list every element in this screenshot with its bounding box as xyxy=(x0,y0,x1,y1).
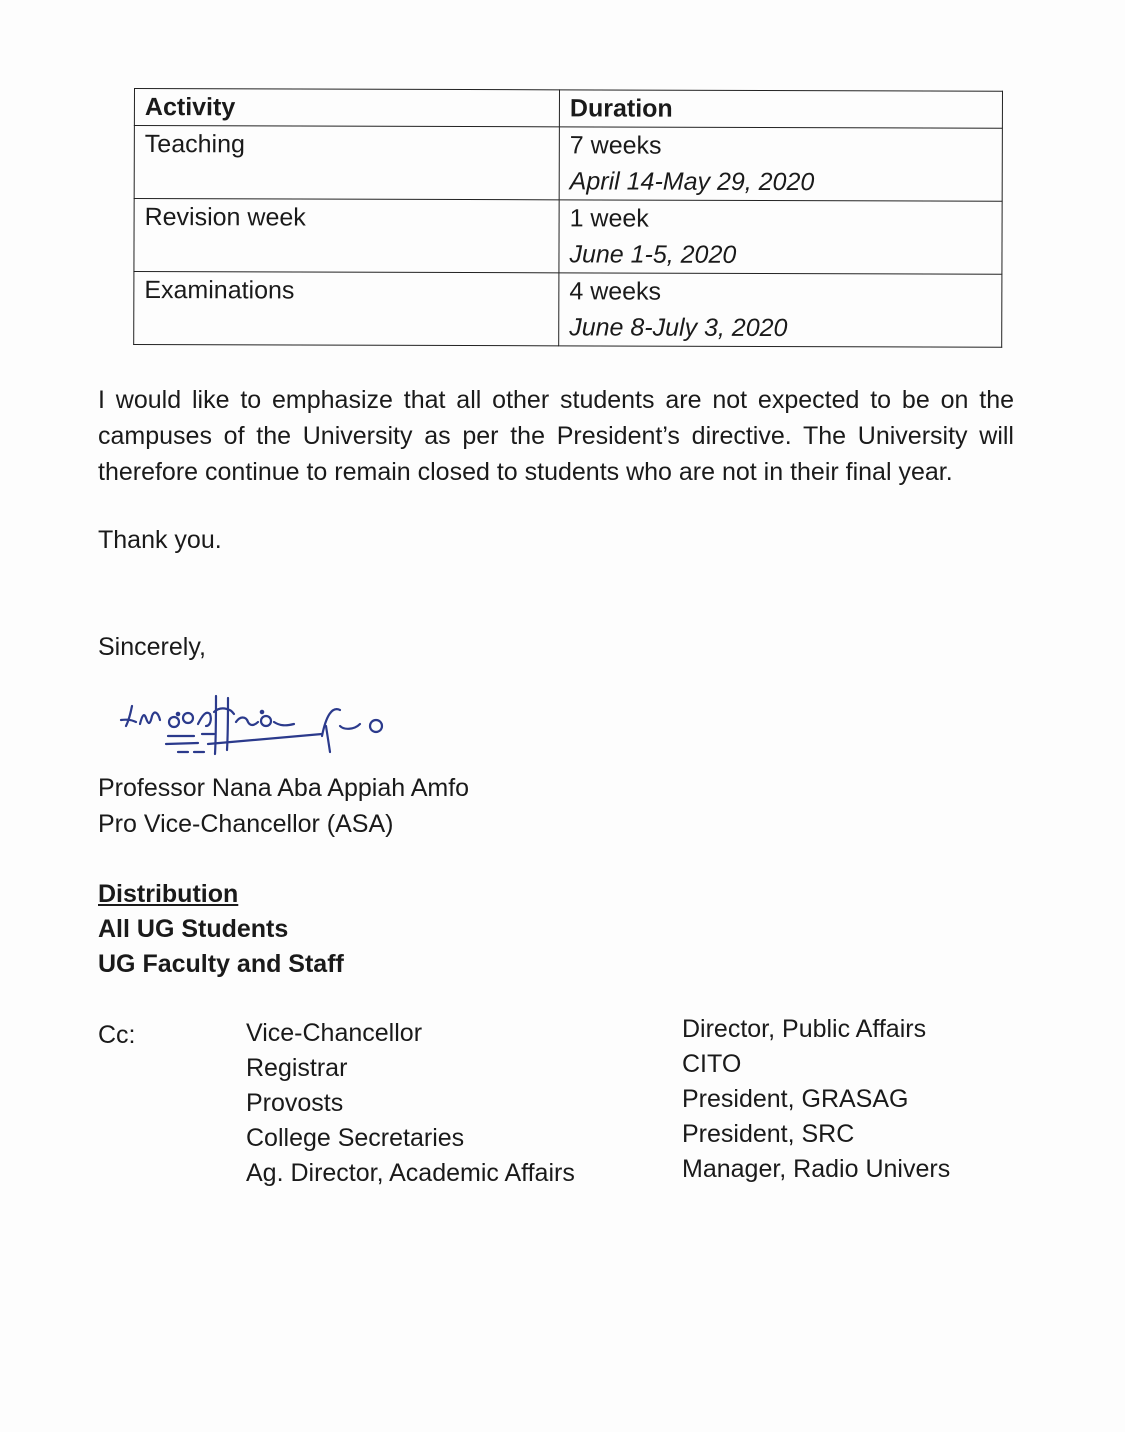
cc-recipient: College Secretaries xyxy=(246,1124,465,1152)
activity-cell: Revision week xyxy=(134,199,559,273)
cc-recipient: Director, Public Affairs xyxy=(682,1015,927,1043)
cc-recipient: Ag. Director, Academic Affairs xyxy=(246,1159,575,1187)
duration-cell xyxy=(559,200,1002,274)
duration-length: 1 week xyxy=(569,204,649,233)
distribution-item: UG Faculty and Staff xyxy=(98,950,344,978)
signer-title: Pro Vice-Chancellor (ASA) xyxy=(98,810,394,838)
table-row xyxy=(134,272,1002,348)
activity-cell: Examinations xyxy=(134,272,559,346)
distribution-item: All UG Students xyxy=(98,915,289,943)
cc-recipient: President, SRC xyxy=(682,1120,855,1148)
cc-label: Cc: xyxy=(98,1021,136,1049)
duration-length: 7 weeks xyxy=(569,131,662,160)
distribution-heading: Distribution xyxy=(98,880,239,908)
table-row xyxy=(134,199,1002,275)
duration-length: 4 weeks xyxy=(569,277,662,306)
cc-recipient: CITO xyxy=(682,1050,742,1078)
table-row xyxy=(134,126,1002,202)
duration-dates: June 8-July 3, 2020 xyxy=(569,313,788,343)
signer-name: Professor Nana Aba Appiah Amfo xyxy=(98,774,470,802)
cc-recipient: President, GRASAG xyxy=(682,1085,909,1113)
duration-dates: June 1-5, 2020 xyxy=(569,240,737,269)
header-activity: Activity xyxy=(134,89,559,127)
thank-you-line: Thank you. xyxy=(98,526,222,554)
handwritten-signature xyxy=(118,686,408,772)
duration-cell xyxy=(559,127,1002,201)
cc-recipient: Registrar xyxy=(246,1054,348,1082)
body-paragraph: I would like to emphasize that all other students are not expected to be on the campuses of the University as per the President’s directive. The University will therefore continue to remain closed to students who are not in their final year. xyxy=(98,386,1014,486)
cc-list-right xyxy=(682,1012,950,1187)
cc-recipient: Manager, Radio Univers xyxy=(682,1155,951,1183)
cc-recipient: Vice-Chancellor xyxy=(246,1019,423,1047)
cc-list-left xyxy=(246,1016,575,1191)
duration-cell xyxy=(559,273,1002,347)
closing-line: Sincerely, xyxy=(98,633,206,661)
duration-dates: April 14-May 29, 2020 xyxy=(569,167,815,197)
activity-cell: Teaching xyxy=(134,126,559,200)
table-header-row xyxy=(134,89,1002,129)
cc-recipient: Provosts xyxy=(246,1089,344,1117)
header-duration: Duration xyxy=(559,90,1002,128)
schedule-table xyxy=(133,88,1003,348)
